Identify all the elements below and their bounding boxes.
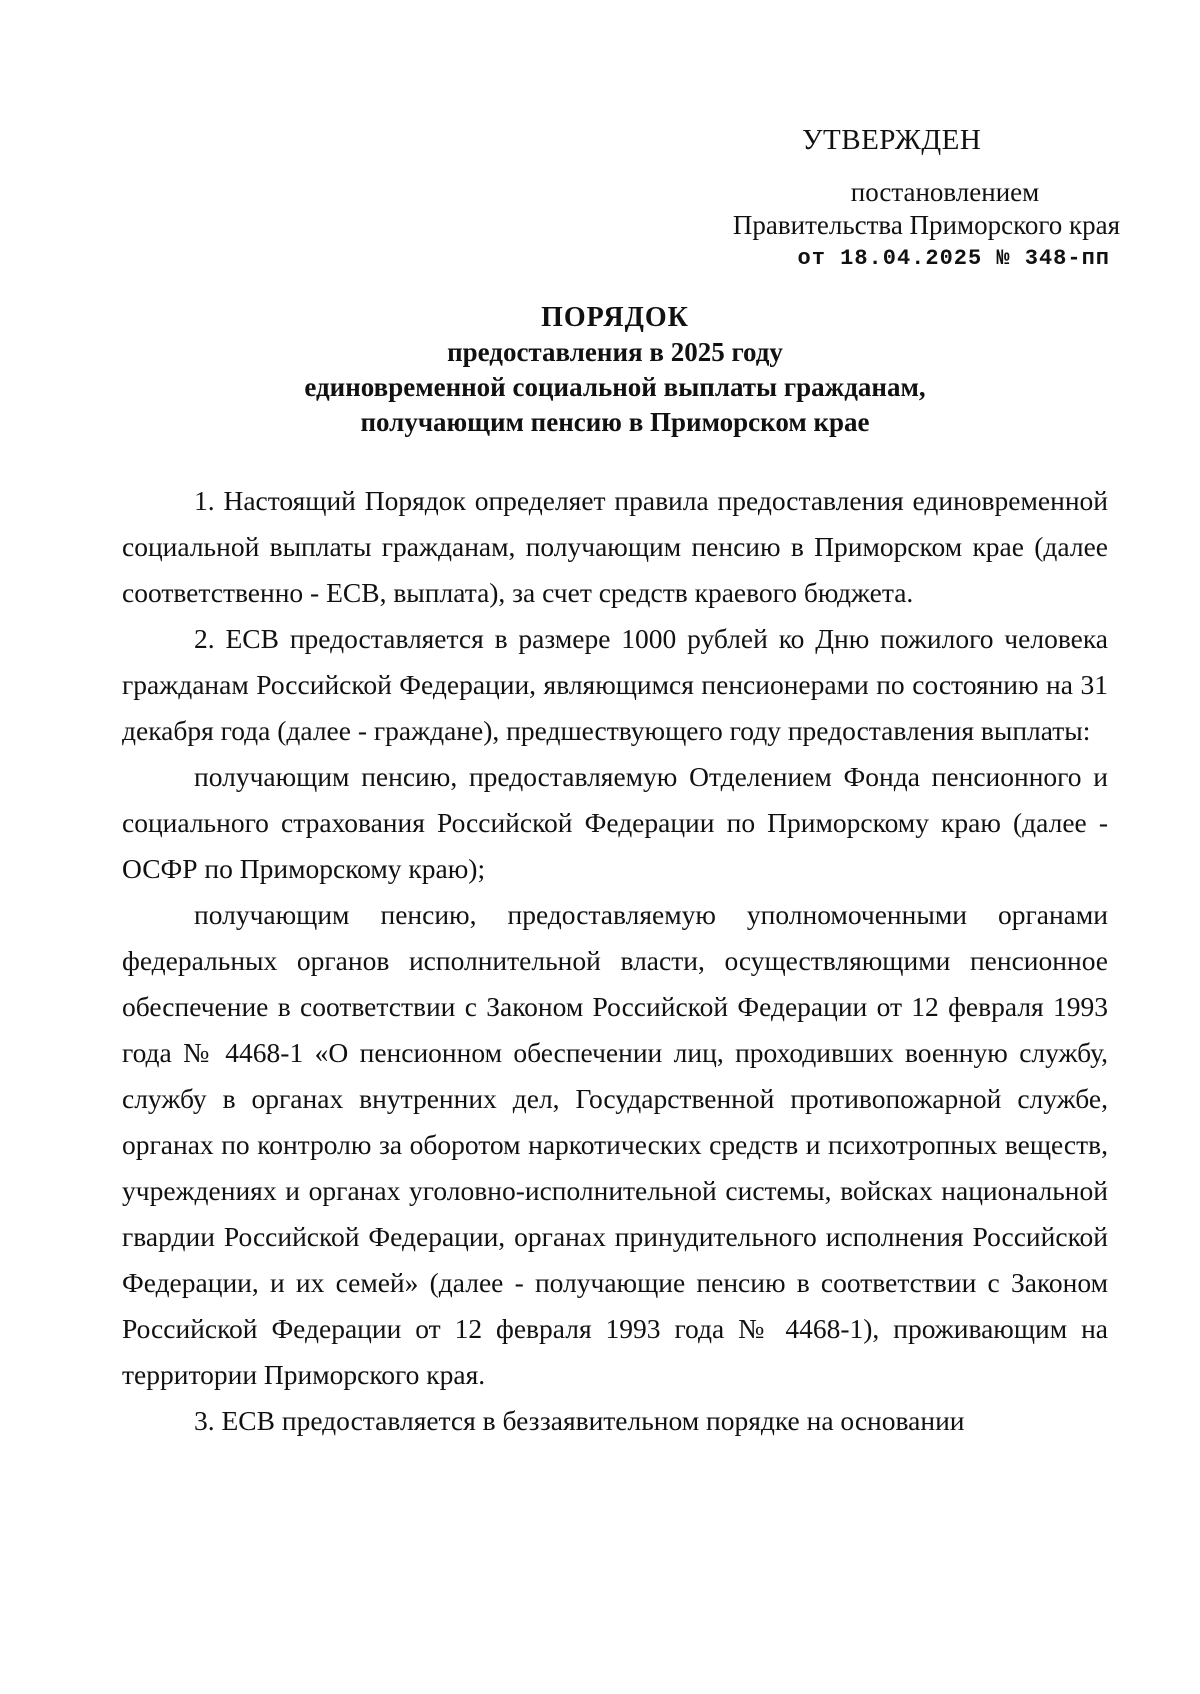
title-line-2: предоставления в 2025 году: [447, 337, 783, 367]
title-line-3: единовременной социальной выплаты гражданам,: [304, 372, 926, 402]
paragraph-1: 1. Настоящий Порядок определяет правила предоставления единовременной социальной выплаты гражданам, получающим пенсию в Приморском крае (далее соответственно - ЕСВ, выплата), за счет средств краевого бюджета.: [122, 485, 1108, 608]
paragraph-4: получающим пенсию, предоставляемую уполномоченными органами федеральных органов исполнительной власти, осуществляющими пенсионное обеспечение в соответствии с Законом Российской Федерации от 12 февраля 1993 года № 4468-1 «О пенсионном обеспечении лиц, проходивших военную службу, службу в органах внутренних дел, Государственной противопожарной службе, органах по контролю за оборотом наркотических средств и психотропных веществ, учреждениях и органах уголовно-исполнительной системы, войсках национальной гвардии Российской Федерации, органах принудительного исполнения Российской Федерации, и их семей» (далее - получающие пенсию в соответствии с Законом Российской Федерации от 12 февраля 1993 года № 4468-1), проживающим на территории Приморского края.: [122, 899, 1108, 1390]
paragraph-3: получающим пенсию, предоставляемую Отделением Фонда пенсионного и социального страхования Российской Федерации по Приморскому краю (далее - ОСФР по Приморскому краю);: [122, 761, 1108, 884]
approval-line-2: Правительства Приморского края: [732, 210, 1120, 240]
approval-block: [660, 176, 1120, 275]
paragraph-5: 3. ЕСВ предоставляется в беззаявительном порядке на основании: [194, 1405, 965, 1436]
approval-line-1: постановлением: [850, 177, 1040, 207]
paragraph-2: 2. ЕСВ предоставляется в размере 1000 рублей ко Дню пожилого человека гражданам Российской Федерации, являющимся пенсионерами по состоянию на 31 декабря года (далее - граждане), предшествующего году предоставления выплаты:: [122, 623, 1108, 746]
title-main: ПОРЯДОК: [541, 302, 689, 333]
title-line-4: получающим пенсию в Приморском крае: [360, 407, 870, 437]
document-body: [122, 478, 1108, 1444]
document-title: [120, 300, 1110, 440]
approval-heading: УТВЕРЖДЕН: [802, 124, 982, 156]
approval-number: от 18.04.2025 № 348-пп: [797, 246, 1110, 271]
